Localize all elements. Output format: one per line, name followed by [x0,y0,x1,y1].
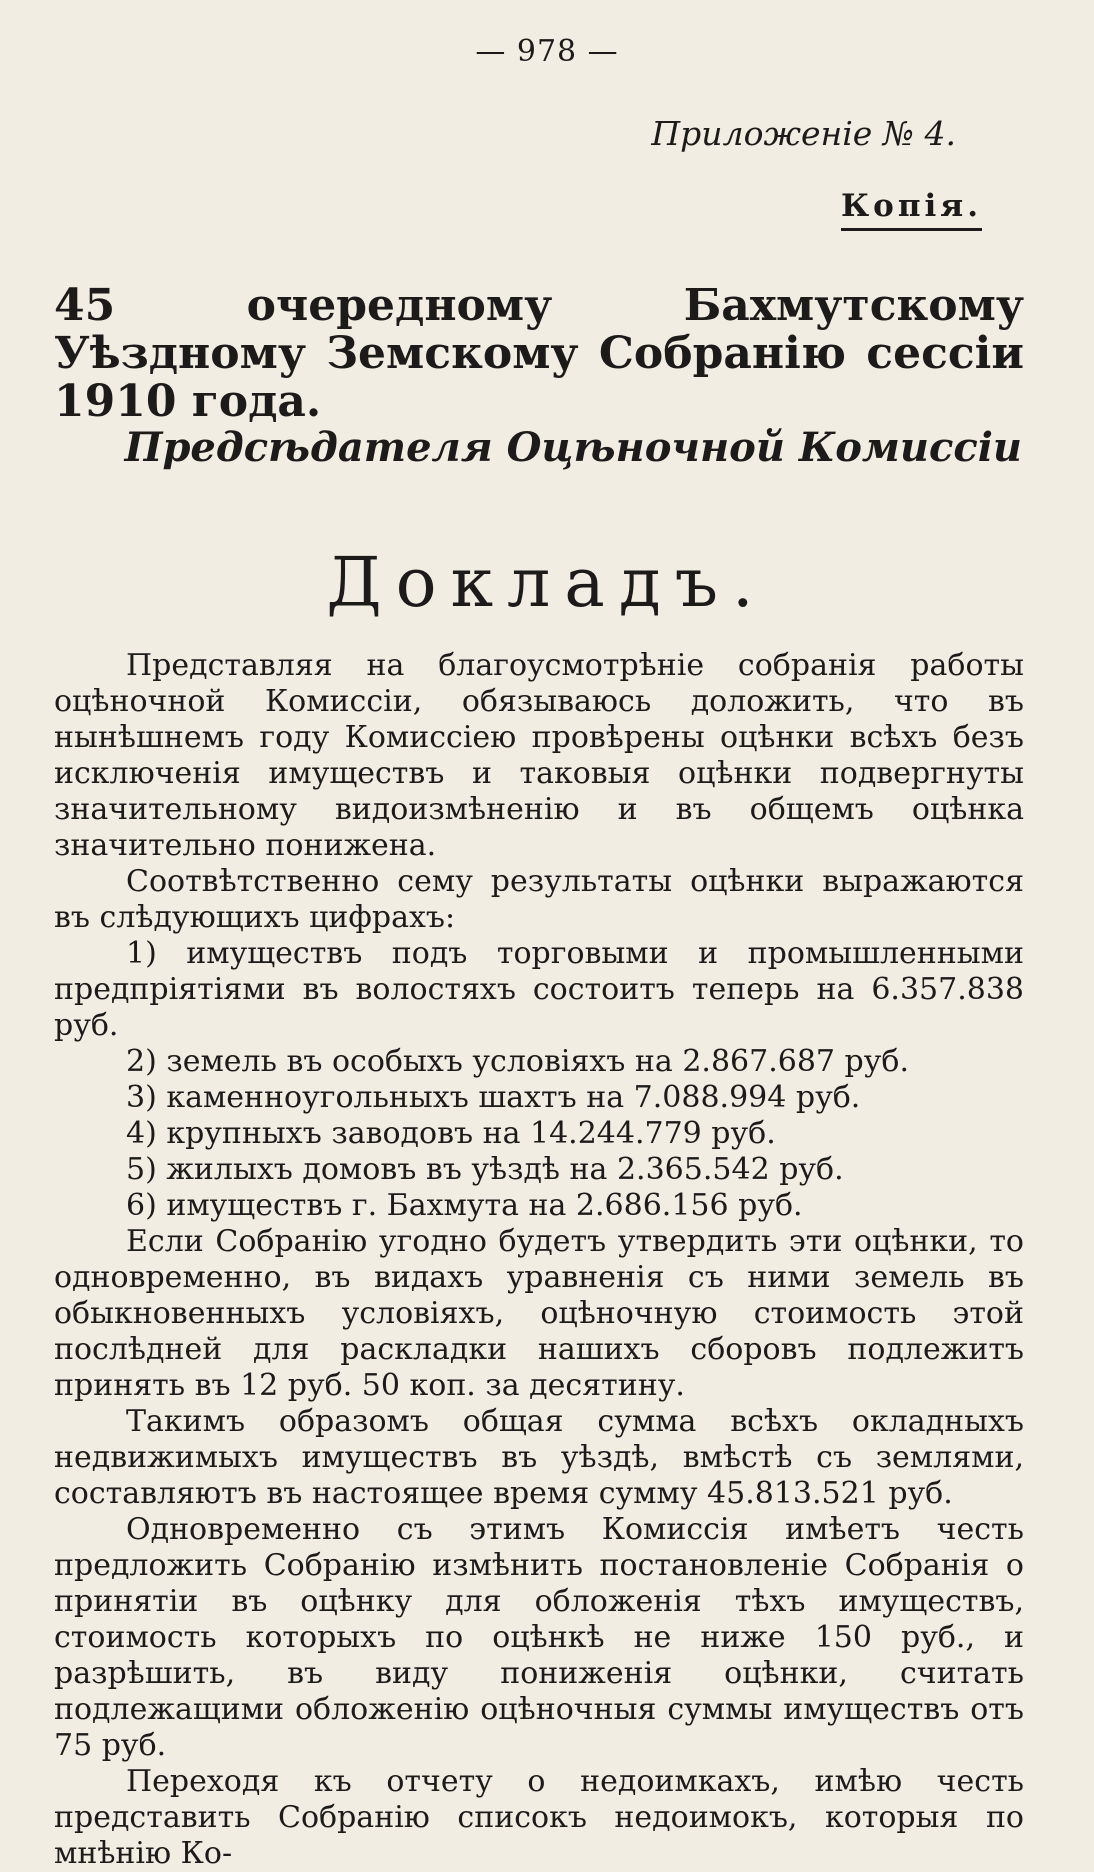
document-title: Докладъ. [326,544,768,623]
paragraph-1: Представляя на благоусмотрѣніе собранія работы оцѣночной Комиссіи, обязываюсь доложить, что въ нынѣшнемъ году Комиссіею провѣрены оцѣнки всѣхъ безъ исключенія имуществъ и таковыя оцѣнки подвергнуты значительному видоизмѣненію и въ общемъ оцѣнка значительно понижена. [54,648,1024,863]
paragraph-5: Одновременно съ этимъ Комиссія имѣетъ честь предложить Собранію измѣнить постановленіе Собранія о принятіи въ оцѣнку для обложенія тѣхъ имуществъ, стоимость которыхъ по оцѣнкѣ не ниже 150 руб., и разрѣшить, въ виду пониженія оцѣнки, считать подлежащими обложенію оцѣночныя суммы имуществъ отъ 75 руб. [54,1512,1024,1763]
list-item-3: 3) каменноугольныхъ шахтъ на 7.088.994 руб. [126,1080,861,1115]
list-item-4: 4) крупныхъ заводовъ на 14.244.779 руб. [126,1116,776,1151]
list-item-1: 1) имуществъ подъ торговыми и промышленными предпріятіями въ волостяхъ состоитъ теперь на 6.357.838 руб. [54,936,1024,1043]
page-number: — 978 — [475,34,619,69]
document-heading: 45 очередному Бахмутскому Уѣздному Земскому Собранію сессіи 1910 года. [54,280,1024,427]
paragraph-3: Если Собранію угодно будетъ утвердить эти оцѣнки, то одновременно, въ видахъ уравненія съ ними земель въ обыкновенныхъ условіяхъ, оцѣночную стоимость этой послѣдней для раскладки нашихъ сборовъ подлежитъ принять въ 12 руб. 50 коп. за десятину. [54,1224,1024,1403]
list-item-5: 5) жилыхъ домовъ въ уѣздѣ на 2.365.542 руб. [126,1152,844,1187]
paragraph-2: Соотвѣтственно сему результаты оцѣнки выражаются въ слѣдующихъ цифрахъ: [54,864,1024,935]
paragraph-4: Такимъ образомъ общая сумма всѣхъ окладныхъ недвижимыхъ имуществъ въ уѣздѣ, вмѣстѣ съ землями, составляютъ въ настоящее время сумму 45.813.521 руб. [54,1404,1024,1511]
list-item-2: 2) земель въ особыхъ условіяхъ на 2.867.687 руб. [126,1044,909,1079]
document-subtitle: Предсѣдателя Оцѣночной Комиссіи [124,424,1022,471]
list-item-6: 6) имуществъ г. Бахмута на 2.686.156 руб. [126,1188,803,1223]
copy-label: Копія. [841,188,982,231]
paragraph-6: Переходя къ отчету о недоимкахъ, имѣю честь представить Собранію списокъ недоимокъ, которыя по мнѣнію Ко- [54,1764,1024,1871]
document-body [54,648,1024,1872]
appendix-label: Приложеніе № 4. [651,114,956,153]
